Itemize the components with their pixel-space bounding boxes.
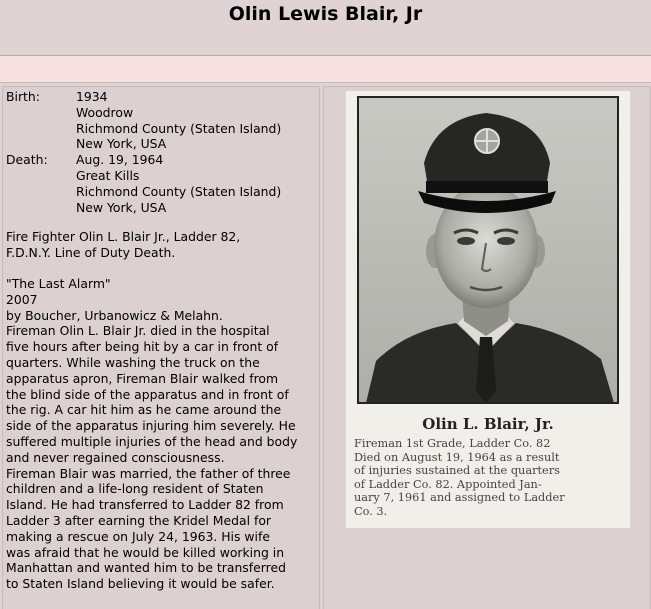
source-title: "The Last Alarm" (6, 276, 111, 291)
death-place-line: Great Kills (76, 167, 140, 183)
bio-intro-line: F.D.N.Y. Line of Duty Death. (6, 244, 176, 260)
header-band (0, 56, 651, 83)
photo-caption-name: Olin L. Blair, Jr. (422, 415, 554, 433)
story-line: Fireman Blair was married, the father of three (6, 465, 291, 481)
story-line: and never regained consciousness. (6, 449, 225, 465)
memorial-photo (346, 91, 630, 528)
story-line: Fireman Olin L. Blair Jr. died in the hospital (6, 323, 270, 339)
story-line: Manhattan and wanted him to be transferred (6, 560, 286, 576)
birth-place-line: New York, USA (76, 136, 167, 152)
bio-intro-line: Fire Fighter Olin L. Blair Jr., Ladder 82, (6, 229, 241, 244)
story-line: apparatus apron, Fireman Blair walked from (6, 370, 279, 386)
story-line: the blind side of the apparatus and in front of (6, 386, 289, 402)
caption-line: of injuries sustained at the quarters (354, 464, 560, 478)
birth-place-line: Woodrow (76, 104, 134, 120)
story-line: suffered multiple injuries of the head and body (6, 433, 298, 449)
caption-line: Fireman 1st Grade, Ladder Co. 82 (354, 437, 551, 450)
story-line: Island. He had transferred to Ladder 82 from (6, 497, 284, 513)
source-authors: by Boucher, Urbanowicz & Melahn. (6, 307, 223, 323)
story-line: was afraid that he would be killed working in (6, 544, 285, 560)
story-line: children and a life-long resident of Staten (6, 481, 264, 497)
birth-place-line: Richmond County (Staten Island) (76, 120, 282, 136)
source-year: 2007 (6, 291, 38, 307)
vital-facts (6, 89, 281, 215)
story-line: to Staten Island believing it would be safer. (6, 576, 275, 592)
death-row (6, 152, 281, 168)
death-place-line: New York, USA (76, 199, 167, 215)
caption-line: uary 7, 1961 and assigned to Ladder (354, 491, 565, 505)
caption-line: of Ladder Co. 82. Appointed Jan- (354, 477, 542, 491)
story-line: Ladder 3 after earning the Kridel Medal for (6, 512, 271, 528)
birth-row (6, 89, 281, 105)
death-date: Aug. 19, 1964 (76, 152, 164, 168)
story-line: quarters. While washing the truck on the (6, 354, 260, 370)
story-line: the rig. A car hit him as he came around the (6, 402, 282, 418)
birth-label: Birth: (6, 89, 40, 104)
story-line: side of the apparatus injuring him severely. He (6, 418, 296, 434)
title-bar (0, 0, 651, 56)
bio-intro (6, 229, 318, 261)
caption-line: Co. 3. (354, 504, 388, 518)
story-line: making a rescue on July 24, 1963. His wife (6, 528, 270, 544)
caption-line: Died on August 19, 1964 as a result (354, 450, 560, 464)
story-line: five hours after being hit by a car in front of (6, 339, 279, 355)
photo-caption-text (354, 437, 626, 519)
death-label: Death: (6, 152, 48, 168)
birth-year: 1934 (76, 89, 108, 104)
bio-story (6, 276, 318, 592)
death-place-line: Richmond County (Staten Island) (76, 183, 282, 199)
page-title: Olin Lewis Blair, Jr (228, 3, 423, 25)
